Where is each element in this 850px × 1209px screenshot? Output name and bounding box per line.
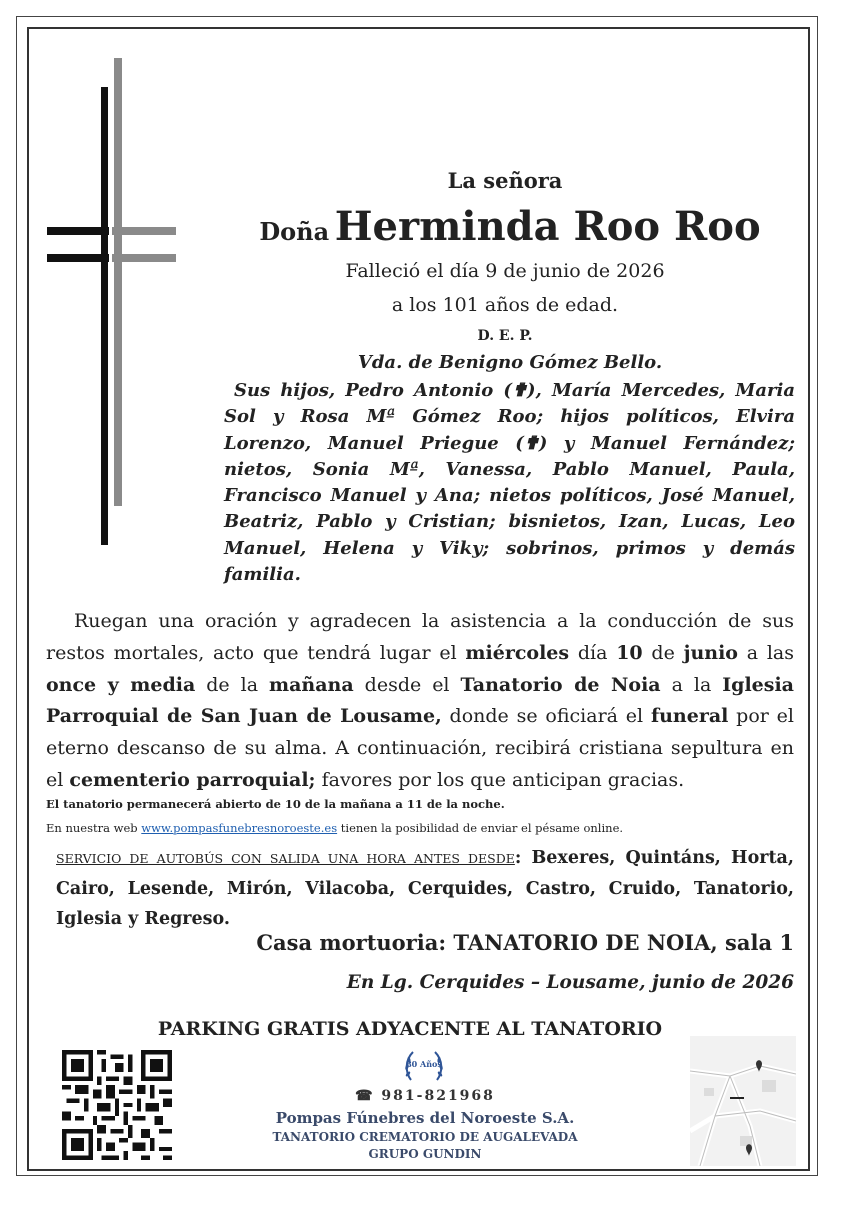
web-note: En nuestra web www.pompasfunebresnoroeste.es tienen la posibilidad de enviar el pésame online. xyxy=(46,821,624,835)
age-line: a los 101 años de edad. xyxy=(391,294,619,316)
location-map[interactable] xyxy=(690,1036,796,1166)
phone-icon: ☎ xyxy=(355,1088,375,1104)
deceased-name xyxy=(230,203,790,250)
crematorio-name: TANATORIO CREMATORIO DE AUGALEVADA xyxy=(272,1130,578,1144)
inner-border xyxy=(27,27,810,1171)
svg-text:80 Años: 80 Años xyxy=(406,1059,442,1069)
intro-line: La señora xyxy=(447,168,563,193)
name: Herminda Roo Roo xyxy=(334,203,761,250)
family-paragraph: Sus hijos, Pedro Antonio (✟), María Mercedes, Maria Sol y Rosa Mª Gómez Roo; hijos políticos, Elvira Lorenzo, Manuel Priegue (✟) y Manuel Fernández; nietos, Sonia Mª, Vanessa, Pablo Manuel, Paula, Francisco Manuel y Ana; nietos políticos, José Manuel, Beatriz, Pablo y Cristian; bisnietos, Izan, Lucas, Leo Manuel, Helena y Viky; sobrinos, primos y demás familia. xyxy=(224,380,795,586)
bus-service xyxy=(56,843,794,934)
company-name: Pompas Fúnebres del Noroeste S.A. xyxy=(275,1109,575,1127)
website-link[interactable]: www.pompasfunebresnoroeste.es xyxy=(141,821,338,835)
anniversary-logo xyxy=(401,1046,447,1086)
casa-mortuoria: Casa mortuoria: TANATORIO DE NOIA, sala 1 xyxy=(256,930,794,955)
bus-stops: : Bexeres, Quintáns, Horta, Cairo, Lesende, Mirón, Vilacoba, Cerquides, Castro, Cruido, Tanatorio, Iglesia y Regreso. xyxy=(56,848,794,929)
dep-line: D. E. P. xyxy=(477,328,533,344)
hours-note: El tanatorio permanecerá abierto de 10 de la mañana a 11 de la noche. xyxy=(46,797,505,811)
parking-note: PARKING GRATIS ADYACENTE AL TANATORIO xyxy=(157,1018,663,1040)
place-date: En Lg. Cerquides – Lousame, junio de 2026 xyxy=(346,972,794,993)
death-date-line: Falleció el día 9 de junio de 2026 xyxy=(345,260,665,282)
qr-code[interactable] xyxy=(62,1050,172,1160)
bus-label: SERVICIO DE AUTOBÚS CON SALIDA UNA HORA ANTES DESDE xyxy=(56,851,515,866)
grupo-name: GRUPO GUNDIN xyxy=(368,1147,482,1161)
widow-line: Vda. de Benigno Gómez Bello. xyxy=(357,352,663,373)
ceremony-paragraph: Ruegan una oración y agradecen la asistencia a la conducción de sus restos mortales, acto que tendrá lugar el miércoles día 10 de junio a las once y media de la mañana desde el Tanatorio de Noia a la Iglesia Parroquial de San Juan de Lousame, donde se oficiará el funeral por el eterno descanso de su alma. A continuación, recibirá cristiana sepultura en el cementerio parroquial; favores por los que anticipan gracias. xyxy=(46,610,795,791)
phone-number: ☎ 981-821968 xyxy=(355,1088,495,1104)
honorific: Doña xyxy=(259,217,330,246)
